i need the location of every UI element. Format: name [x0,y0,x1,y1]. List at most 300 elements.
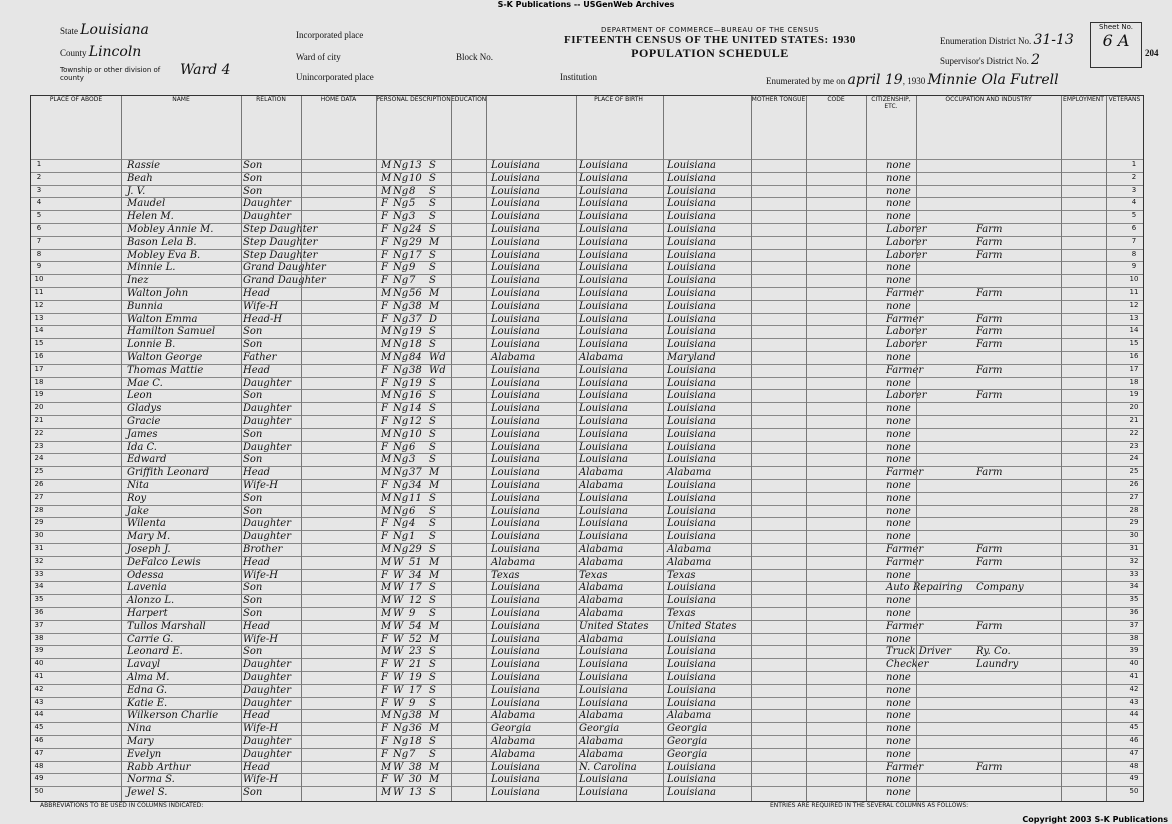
cell-mother: Louisiana [667,224,716,235]
cell-occ: none [886,172,911,184]
cell-mother: Louisiana [667,160,716,171]
cell-occ: none [886,480,911,491]
cell-name: Helen M. [127,211,174,223]
cell-mother: Louisiana [667,697,716,709]
cell-mother: Louisiana [667,364,716,376]
cell-mar: S [429,544,436,555]
cell-mar: S [429,211,436,223]
cell-age: 12 [409,416,422,427]
col-birthplace: PLACE OF BIRTH [486,96,752,158]
cell-age: 14 [409,403,422,415]
cell-birth: Alabama [491,352,536,363]
cell-birth: Louisiana [491,288,540,299]
line-number: 4 [36,198,42,207]
cell-occ: Farmer [886,364,924,376]
cell-occ: none [886,569,911,581]
cell-birth: Louisiana [491,684,540,696]
line-number-right: 21 [1129,416,1139,424]
col-personal: PERSONAL DESCRIPTION [376,96,452,158]
cell-name: Evelyn [127,748,162,760]
cell-rel: Son [243,646,263,658]
cell-mother: Louisiana [667,288,716,299]
cell-age: 18 [409,339,422,351]
cell-sex: F [381,531,388,543]
cell-name: Mobley Eva B. [127,249,201,261]
cell-father: Alabama [579,582,624,594]
cell-birth: Louisiana [491,518,540,530]
cell-father: Georgia [579,723,620,735]
line-number-right: 18 [1129,377,1139,386]
state-value: Louisiana [80,22,149,38]
cell-birth: Louisiana [491,160,540,171]
column-rule [486,96,487,801]
cell-mar: M [429,467,440,479]
cell-rel: Son [243,608,263,619]
cell-birth: Louisiana [491,326,540,338]
cell-race: Ng [393,505,409,517]
cell-rel: Head [243,364,271,376]
cell-race: Ng [393,518,409,530]
column-rule [916,96,917,801]
cell-occ: Laborer [886,339,927,351]
cell-race: Ng [393,492,409,504]
line-number-right: 5 [1131,211,1137,220]
table-row [31,581,1143,595]
table-row [31,709,1143,723]
cell-occ: none [886,710,911,722]
cell-mar: Wd [429,352,446,363]
cell-birth: Louisiana [491,761,540,773]
cell-name: DeFalco Lewis [127,556,201,568]
cell-birth: Louisiana [491,659,540,671]
cell-name: Lonnie B. [127,339,176,351]
cell-age: 3 [409,211,416,223]
cell-occ: Farmer [886,620,924,632]
cell-father: Louisiana [579,275,628,287]
cell-mother: Georgia [667,748,708,760]
cell-occ: none [886,518,911,530]
cell-mother: Louisiana [667,275,716,287]
cell-father: Louisiana [579,300,628,312]
cell-race: Ng [393,736,409,747]
cell-mar: M [429,723,440,735]
cell-occ: none [886,428,911,440]
cell-name: Leon [127,390,153,402]
cell-name: Wilenta [127,518,166,530]
line-number-right: 25 [1129,467,1139,476]
cell-rel: Son [243,185,263,197]
cell-race: Ng [393,390,409,402]
cell-name: James [127,428,158,440]
cell-sex: F [381,723,388,735]
cell-mar: S [429,748,436,760]
cell-father: Louisiana [579,198,628,210]
cell-race: W [393,787,404,799]
cell-sex: F [381,774,388,786]
cell-mar: S [429,787,436,799]
cell-age: 9 [409,697,416,709]
page-stamp: 204 [1145,48,1159,58]
cell-mother: Louisiana [667,774,716,786]
cell-race: W [393,672,404,683]
cell-birth: Louisiana [491,774,540,786]
cell-mother: Louisiana [667,480,716,491]
cell-occ: Farmer [886,288,924,299]
cell-rel: Daughter [243,736,291,747]
cell-father: Louisiana [579,684,628,696]
cell-rel: Head [243,467,271,479]
cell-age: 17 [409,684,422,696]
cell-father: Louisiana [579,787,628,799]
cell-ind: Farm [976,236,1003,248]
cell-race: Ng [393,326,409,338]
table-row [31,313,1143,327]
cell-father: Louisiana [579,403,628,415]
cell-name: Bason Lela B. [127,236,197,248]
line-number: 13 [34,313,44,322]
cell-father: Louisiana [579,672,628,683]
cell-father: N. Carolina [579,761,637,773]
cell-mar: Wd [429,364,446,376]
cell-mother: Georgia [667,736,708,747]
cell-sex: M [381,352,392,363]
cell-sex: F [381,480,388,491]
cell-race: Ng [393,454,409,466]
line-number: 9 [36,262,42,271]
cell-mother: United States [667,620,737,632]
cell-age: 19 [409,672,422,683]
cell-age: 29 [409,544,422,555]
cell-occ: none [886,185,911,197]
cell-rel: Daughter [243,416,291,427]
cell-mother: Louisiana [667,326,716,338]
table-row [31,761,1143,775]
cell-sex: M [381,620,392,632]
cell-rel: Head [243,620,271,632]
table-row [31,441,1143,455]
cell-occ: none [886,198,911,210]
cell-name: J. V. [127,185,146,197]
cell-name: Hamilton Samuel [127,326,216,338]
cell-rel: Daughter [243,441,291,453]
cell-sex: M [381,390,392,402]
cell-father: Louisiana [579,697,628,709]
cell-birth: Louisiana [491,697,540,709]
cell-race: W [393,684,404,696]
line-number-right: 3 [1131,185,1137,194]
line-number-right: 38 [1129,633,1139,642]
line-number-right: 37 [1129,620,1139,629]
cell-father: Alabama [579,736,624,747]
cell-father: Louisiana [579,492,628,504]
cell-race: W [393,659,404,671]
cell-father: Louisiana [579,172,628,184]
col-veterans: VETERANS [1108,96,1141,103]
cell-race: Ng [393,224,409,235]
cell-race: Ng [393,403,409,415]
cell-ind: Farm [976,761,1003,773]
column-rule [751,96,752,801]
table-row [31,338,1143,352]
cell-rel: Wife-H [243,300,279,312]
cell-mar: S [429,390,436,402]
cell-name: Walton George [127,352,203,363]
line-number: 45 [34,723,44,732]
cell-occ: none [886,416,911,427]
cell-mar: S [429,441,436,453]
table-row [31,287,1143,301]
cell-rel: Head [243,556,271,568]
line-number-right: 12 [1129,300,1139,309]
cell-mar: M [429,556,440,568]
line-number: 2 [36,172,42,181]
cell-mar: D [429,313,438,325]
line-number: 7 [36,236,42,245]
cell-sex: M [381,595,392,607]
cell-birth: Louisiana [491,492,540,504]
cell-mother: Louisiana [667,441,716,453]
cell-occ: Farmer [886,544,924,555]
cell-occ: Laborer [886,390,927,402]
cell-sex: M [381,582,392,594]
cell-age: 19 [409,326,422,338]
cell-occ: none [886,441,911,453]
cell-mar: S [429,172,436,184]
table-row [31,684,1143,698]
cell-mother: Louisiana [667,377,716,389]
county-value: Lincoln [88,44,142,60]
cell-age: 16 [409,390,422,402]
cell-father: Louisiana [579,339,628,351]
cell-mar: S [429,608,436,619]
line-number-right: 47 [1129,748,1139,757]
column-rule [121,96,122,801]
line-number-right: 6 [1131,224,1137,232]
column-rule [806,96,807,801]
col-employment: EMPLOYMENT [1061,96,1107,158]
cell-sex: F [381,313,388,325]
cell-mother: Louisiana [667,518,716,530]
cell-mother: Louisiana [667,454,716,466]
cell-name: Edna G. [127,684,168,696]
cell-mar: M [429,300,440,312]
line-number: 46 [34,736,44,744]
cell-occ: Farmer [886,467,924,479]
cell-mother: Louisiana [667,492,716,504]
cell-birth: Louisiana [491,582,540,594]
table-row [31,773,1143,787]
cell-age: 17 [409,582,422,594]
line-number: 47 [34,748,44,757]
sheet-label: Sheet No. [1098,23,1134,31]
cell-sex: F [381,236,388,248]
line-number: 5 [36,211,42,220]
cell-name: Jake [127,505,149,517]
cell-mar: S [429,697,436,709]
cell-rel: Daughter [243,697,291,709]
line-number: 43 [34,697,44,706]
cell-age: 36 [409,723,422,735]
cell-birth: Louisiana [491,787,540,799]
cell-father: Louisiana [579,313,628,325]
cell-sex: F [381,275,388,287]
cell-occ: Checker [886,659,929,671]
cell-rel: Daughter [243,672,291,683]
line-number: 29 [34,518,44,527]
cell-rel: Son [243,454,263,466]
cell-mar: M [429,288,440,299]
line-number: 18 [34,377,44,386]
cell-birth: Louisiana [491,441,540,453]
cell-ind: Farm [976,288,1003,299]
cell-sex: F [381,684,388,696]
cell-father: Louisiana [579,659,628,671]
cell-occ: none [886,377,911,389]
cell-rel: Father [243,352,277,363]
cell-mother: Louisiana [667,313,716,325]
cell-age: 10 [409,172,422,184]
cell-mother: Louisiana [667,761,716,773]
cell-mar: M [429,633,440,645]
cell-birth: Louisiana [491,198,540,210]
cell-mar: M [429,480,440,491]
cell-name: Gracie [127,416,161,427]
line-number: 33 [34,569,44,578]
line-number: 42 [34,684,44,693]
cell-birth: Louisiana [491,185,540,197]
table-row [31,594,1143,608]
line-number-right: 30 [1129,531,1139,540]
cell-age: 9 [409,608,416,619]
cell-occ: none [886,403,911,415]
cell-age: 34 [409,569,422,581]
cell-sex: F [381,249,388,261]
cell-father: Louisiana [579,518,628,530]
line-number-right: 27 [1129,492,1139,501]
table-row [31,466,1143,480]
cell-rel: Daughter [243,211,291,223]
cell-name: Rassie [127,160,161,171]
cell-ind: Ry. Co. [976,646,1011,658]
table-row [31,172,1143,186]
line-number: 31 [34,544,44,552]
cell-father: Louisiana [579,326,628,338]
line-number-right: 33 [1129,569,1139,578]
cell-rel: Son [243,390,263,402]
cell-race: W [393,556,404,568]
cell-occ: none [886,736,911,747]
line-number-right: 43 [1129,697,1139,706]
table-row [31,479,1143,493]
supervisor-district-value: 2 [1031,52,1041,68]
cell-sex: F [381,224,388,235]
cell-mar: S [429,454,436,466]
cell-mother: Louisiana [667,672,716,683]
enum-district-label: Enumeration District No. 31-13 [940,32,1074,48]
county-label: County Lincoln [60,44,142,60]
table-row [31,274,1143,288]
cell-mar: S [429,198,436,210]
cell-father: Louisiana [579,454,628,466]
cell-rel: Daughter [243,403,291,415]
footer-abbrev: ABBREVIATIONS TO BE USED IN COLUMNS INDICATED: [40,802,204,809]
column-rule [1061,96,1062,801]
cell-sex: M [381,761,392,773]
cell-sex: M [381,172,392,184]
cell-mother: Texas [667,569,696,581]
line-number: 11 [34,288,44,296]
cell-mother: Maryland [667,352,716,363]
line-number: 30 [34,531,44,540]
table-row [31,607,1143,621]
table-row [31,325,1143,339]
cell-age: 6 [409,505,416,517]
cell-mar: S [429,684,436,696]
cell-father: Louisiana [579,224,628,235]
cell-mar: S [429,403,436,415]
cell-age: 17 [409,249,422,261]
cell-occ: Farmer [886,313,924,325]
cell-ind: Farm [976,467,1003,479]
cell-race: Ng [393,236,409,248]
table-row [31,722,1143,736]
line-number-right: 9 [1131,262,1137,271]
cell-rel: Daughter [243,377,291,389]
dept-line: DEPARTMENT OF COMMERCE—BUREAU OF THE CENSUS [600,26,820,34]
table-row [31,658,1143,672]
cell-occ: none [886,492,911,504]
cell-name: Lavayl [127,659,161,671]
cell-occ: none [886,774,911,786]
cell-father: Louisiana [579,160,628,171]
cell-father: Louisiana [579,211,628,223]
cell-sex: F [381,300,388,312]
cell-name: Lavenia [127,582,167,594]
cell-name: Mary M. [127,531,171,543]
cell-name: Tullos Marshall [127,620,206,632]
cell-rel: Son [243,492,263,504]
cell-father: Alabama [579,352,624,363]
cell-occ: none [886,633,911,645]
cell-father: Alabama [579,748,624,760]
cell-race: Ng [393,339,409,351]
cell-father: Texas [579,569,608,581]
cell-occ: Auto Repairing [886,582,963,594]
cell-mar: S [429,416,436,427]
cell-occ: none [886,262,911,274]
table-row [31,517,1143,531]
cell-name: Mary [127,736,154,747]
cell-ind: Farm [976,224,1003,235]
cell-rel: Step Daughter [243,224,318,235]
cell-sex: F [381,211,388,223]
col-citizenship: CITIZENSHIP, ETC. [866,96,917,158]
line-number: 37 [34,620,44,629]
cell-birth: Louisiana [491,403,540,415]
cell-mother: Louisiana [667,633,716,645]
cell-race: W [393,569,404,581]
cell-race: Ng [393,467,409,479]
cell-age: 38 [409,300,422,312]
cell-name: Walton Emma [127,313,198,325]
column-rule [576,96,577,801]
cell-rel: Head-H [243,313,283,325]
cell-sex: M [381,160,392,171]
cell-name: Carrie G. [127,633,174,645]
cell-sex: M [381,288,392,299]
line-number-right: 17 [1129,364,1139,373]
line-number: 24 [34,454,44,463]
